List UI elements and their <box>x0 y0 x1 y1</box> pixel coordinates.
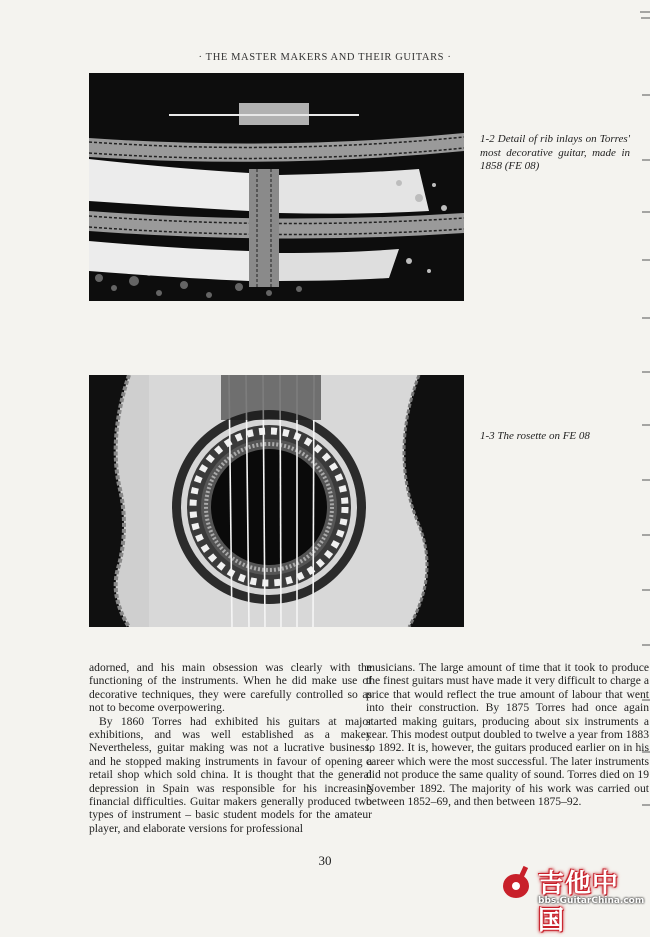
figure-rosette <box>89 375 464 627</box>
guitar-logo-icon <box>500 862 536 902</box>
page-number: 30 <box>318 853 332 868</box>
watermark-url: bbs.GuitarChina.com <box>538 896 645 906</box>
rosette-photo <box>89 375 464 627</box>
figure-rib-inlays <box>89 73 464 301</box>
watermark-title: 吉他中国 <box>538 869 620 936</box>
paragraph: musicians. The large amount of time that it took to produce the finest guitars must have made it very difficult to charge a price that would reflect the true amount of labour that went into their construction. By 1875 Torres had once again started making guitars, producing about six instruments a year. This modest output doubled to twelve a year from 1883 to 1892. It is, however, the guitars produced earlier on in his career which were the most successful. The later instruments did not produce the same quality of sound. Torres died on 19 November 1892. The majority of his work was carried out between 1852–69, and then between 1875–92. <box>366 661 649 809</box>
running-header: · THE MASTER MAKERS AND THEIR GUITARS · <box>198 52 452 63</box>
body-text-left-column <box>89 661 372 835</box>
paragraph: By 1860 Torres had exhibited his guitars at major exhibitions, and was well established as a maker. Nevertheless, guitar making was not a lucrative business, and he stopped making instruments in favour of opening a retail shop which sold china. It is thought that the general depression in Spain was responsible for his increasing financial difficulties. Guitar makers generally produced two types of instrument – basic student models for the amateur player, and elaborate versions for professional <box>89 714 372 835</box>
figure-caption-rosette: 1-3 The rosette on FE 08 <box>480 430 590 442</box>
rib-inlays-photo <box>89 73 464 301</box>
figure-caption-rib-inlays: 1-2 Detail of rib inlays on Torres' most decorative guitar, made in 1858 (FE 08) <box>480 133 630 172</box>
scan-edge-marks <box>638 0 650 914</box>
body-text-right-column <box>366 661 649 808</box>
guitarchina-watermark <box>500 862 645 936</box>
paragraph: adorned, and his main obsession was clearly with the functioning of the instruments. When he did make use of decorative techniques, they were carefully controlled so as not to become overpowering. <box>89 661 372 715</box>
